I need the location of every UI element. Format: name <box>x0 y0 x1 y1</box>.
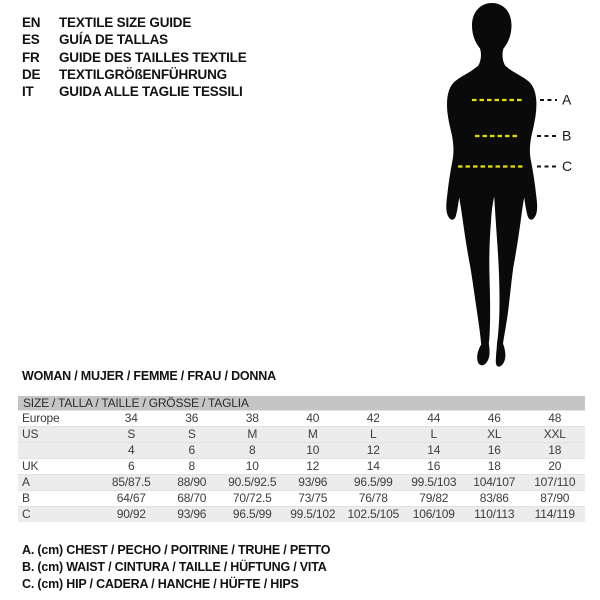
language-code: IT <box>22 84 34 100</box>
size-cell: 6 <box>128 459 135 473</box>
size-cell: M <box>307 427 318 441</box>
language-row <box>22 14 247 31</box>
size-cell: 93/96 <box>298 475 328 489</box>
size-cell: 38 <box>245 411 259 425</box>
size-cell: 90/92 <box>116 507 146 521</box>
size-row-label: UK <box>22 459 39 473</box>
size-cell: 4 <box>128 443 135 457</box>
size-row-label: A <box>22 475 30 489</box>
size-cell: S <box>187 427 196 441</box>
size-cell: S <box>127 427 136 441</box>
measure-legend <box>22 542 330 592</box>
size-table <box>18 396 585 522</box>
size-cell: 18 <box>487 459 501 473</box>
size-cell: 16 <box>487 443 501 457</box>
size-cell: L <box>430 427 437 441</box>
size-cell: XL <box>487 427 502 441</box>
size-table-row <box>18 507 585 523</box>
chest-marker-label: A <box>562 91 572 108</box>
size-cell: 46 <box>487 411 501 425</box>
size-cell: 87/90 <box>540 491 570 505</box>
language-title-block <box>22 14 247 100</box>
size-cell: XXL <box>543 427 566 441</box>
gender-section-title: WOMAN / MUJER / FEMME / FRAU / DONNA <box>22 369 276 383</box>
legend-item-chest: A. (cm) CHEST / PECHO / POITRINE / TRUHE / PETTO <box>22 543 331 557</box>
size-cell: 8 <box>249 443 256 457</box>
size-cell: 104/107 <box>473 475 516 489</box>
size-cell: 106/109 <box>412 507 455 521</box>
size-cell: 76/78 <box>358 491 388 505</box>
size-cell: L <box>370 427 377 441</box>
language-code: DE <box>22 66 41 82</box>
size-cell: 107/110 <box>534 475 576 489</box>
language-row <box>22 49 247 66</box>
waist-marker-label: B <box>562 127 572 144</box>
size-cell: M <box>247 427 258 441</box>
language-row <box>22 31 247 48</box>
size-cell: 14 <box>427 443 441 457</box>
size-cell: 12 <box>306 459 320 473</box>
language-title: GUIDA ALLE TAGLIE TESSILI <box>59 84 243 100</box>
language-row <box>22 83 247 100</box>
language-title: TEXTILGRÖßENFÜHRUNG <box>59 66 227 82</box>
size-cell: 96.5/99 <box>353 475 393 489</box>
size-table-row <box>18 475 585 491</box>
size-cell: 14 <box>366 459 380 473</box>
size-row-label: US <box>22 427 39 441</box>
size-cell: 34 <box>124 411 138 425</box>
size-cell: 36 <box>185 411 199 425</box>
size-cell: 93/96 <box>177 507 207 521</box>
size-cell: 48 <box>548 411 562 425</box>
size-cell: 18 <box>548 443 562 457</box>
size-cell: 83/86 <box>479 491 509 505</box>
size-cell: 96.5/99 <box>232 507 272 521</box>
size-table-row <box>18 411 585 427</box>
size-table-row <box>18 491 585 507</box>
language-title: GUIDE DES TAILLES TEXTILE <box>59 49 247 65</box>
size-cell: 73/75 <box>298 491 328 505</box>
size-cell: 102.5/105 <box>347 507 400 521</box>
woman-silhouette <box>446 3 537 367</box>
size-cell: 20 <box>548 459 562 473</box>
language-code: FR <box>22 49 40 65</box>
language-code: ES <box>22 32 40 48</box>
size-cell: 64/67 <box>116 491 146 505</box>
size-table-row <box>18 459 585 475</box>
language-row <box>22 66 247 83</box>
size-cell: 12 <box>366 443 380 457</box>
language-title: GUÍA DE TALLAS <box>59 32 168 48</box>
size-cell: 10 <box>245 459 259 473</box>
size-cell: 44 <box>427 411 441 425</box>
size-row-label: Europe <box>22 411 60 425</box>
size-cell: 6 <box>188 443 195 457</box>
size-cell: 90.5/92.5 <box>228 475 277 489</box>
size-row-label <box>18 443 101 459</box>
size-row-label: C <box>22 507 31 521</box>
legend-item-hip: C. (cm) HIP / CADERA / HANCHE / HÜFTE / HIPS <box>22 576 299 591</box>
size-cell: 114/119 <box>534 507 575 521</box>
legend-item-waist: B. (cm) WAIST / CINTURA / TAILLE / HÜFTUNG / VITA <box>22 559 327 574</box>
size-cell: 110/113 <box>474 507 515 521</box>
hip-marker-label: C <box>562 158 573 174</box>
size-cell: 88/90 <box>177 475 207 489</box>
language-code: EN <box>22 15 41 30</box>
size-cell: 16 <box>427 459 441 473</box>
size-cell: 68/70 <box>177 491 207 505</box>
size-table-row <box>18 427 585 443</box>
size-cell: 10 <box>306 443 320 457</box>
size-cell: 70/72.5 <box>232 491 272 505</box>
size-table-header-row <box>18 396 585 411</box>
size-cell: 79/82 <box>419 491 449 505</box>
size-cell: 85/87.5 <box>111 475 151 489</box>
language-title: TEXTILE SIZE GUIDE <box>59 15 192 30</box>
size-cell: 99.5/102 <box>290 507 336 521</box>
size-cell: 8 <box>188 459 195 473</box>
size-cell: 42 <box>366 411 380 425</box>
size-row-label: B <box>22 491 30 505</box>
size-table-row <box>18 443 585 459</box>
size-cell: 99.5/103 <box>411 475 457 489</box>
size-table-body <box>18 411 585 523</box>
size-table-header-label: SIZE / TALLA / TAILLE / GRÖSSE / TAGLIA <box>18 396 585 411</box>
size-cell: 40 <box>306 411 320 425</box>
woman-silhouette-figure <box>400 0 600 375</box>
